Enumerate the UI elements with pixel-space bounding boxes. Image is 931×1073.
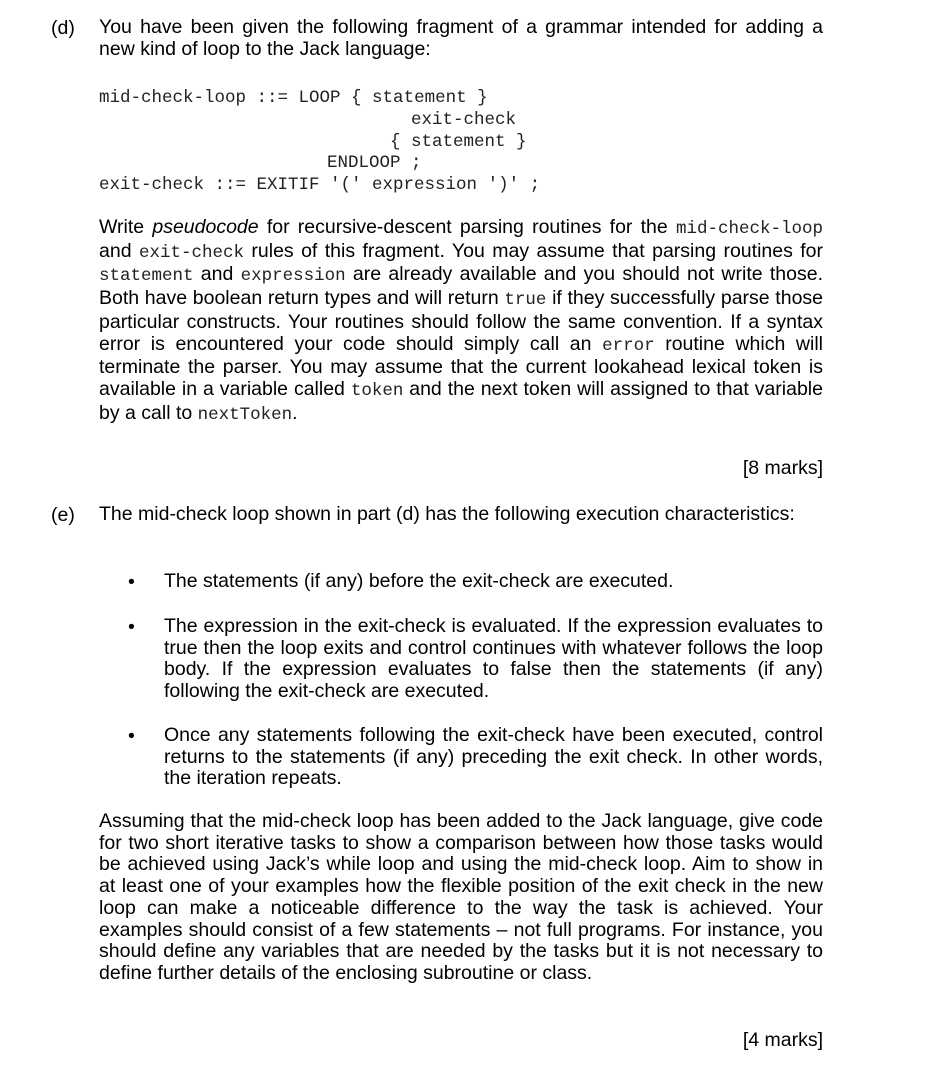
task-text: . [292,401,298,424]
task-text: and [99,239,139,262]
code-term: token [350,380,404,401]
grammar-fragment [99,88,488,110]
part-e-task: Assuming that the mid-check loop has been added to the Jack language, give code for two short iterative tasks to show a comparison between how those tasks would be achieved using Jack’s while loop and using the mid-check loop. Aim to show in at least one of your examples how the flexible position of the exit check in the new loop can make a noticeable difference to the way the task is achieved. Your examples should consist of a few statements – not full programs. For instance, you should define any variables that are needed by the tasks but it is not necessary to define further details of the enclosing subroutine or class. [99,810,823,984]
code-term: expression [240,266,346,287]
bullet-dot-2: • [128,616,135,638]
part-d-intro: You have been given the following fragment of a grammar intended for adding a new kind of loop to the Jack language: [99,16,823,60]
bullet-dot-3: • [128,725,135,747]
part-e-intro: The mid-check loop shown in part (d) has the following execution characteristics: [99,503,795,525]
task-text: routine which will terminate the parser. You may assume that the current lookahead lexical token is available in a variable called [99,332,823,400]
grammar-line5: exit-check ::= EXITIF '(' expression ')' ; [99,175,541,195]
grammar-line1-lhs: mid-check-loop ::= [99,88,299,108]
part-d-task [99,217,823,426]
bullet-item-1: The statements (if any) before the exit-check are executed. [164,570,674,592]
task-text: if they successfully parse those particular constructs. Your routines should follow the same convention. If a syntax error is encountered your code should simply call an [99,287,824,355]
part-d-label: (d) [51,17,75,39]
code-term: exit-check [138,242,244,263]
bullet-item-3: Once any statements following the exit-check have been executed, control returns to the statements (if any) preceding the exit check. In other words, the iteration repeats. [164,724,823,790]
part-e-label: (e) [51,504,75,526]
task-text: Write [99,216,153,238]
task-text: rules of this fragment. You may assume that parsing routines for [243,239,824,262]
part-e-marks: [4 marks] [742,1029,823,1051]
task-text: are already available and you should not write those. Both have boolean return types and will return [99,263,823,310]
part-d-marks: [8 marks] [742,457,823,479]
code-term: error [602,335,655,356]
code-term: nextToken [197,404,293,425]
grammar-line3: { statement } [390,132,527,152]
grammar-line1-rhs: LOOP { statement } [298,88,488,108]
task-text: for recursive-descent parsing routines for the [258,216,676,238]
grammar-line4: ENDLOOP ; [327,153,422,173]
bullet-dot-1: • [128,571,135,593]
task-text: and [193,263,241,286]
code-term: true [504,290,547,311]
task-text: and the next token will assigned to that variable by a call to [99,377,823,424]
bullet-item-2: The expression in the exit-check is evaluated. If the expression evaluates to true then the loop exits and control continues with whatever follows the loop body. If the expression evaluates to false then the statements (if any) following the exit-check are executed. [164,615,823,703]
grammar-line2: exit-check [411,110,517,130]
code-term: mid-check-loop [675,219,823,239]
task-emphasis: pseudocode [152,216,259,238]
code-term: statement [99,266,194,287]
